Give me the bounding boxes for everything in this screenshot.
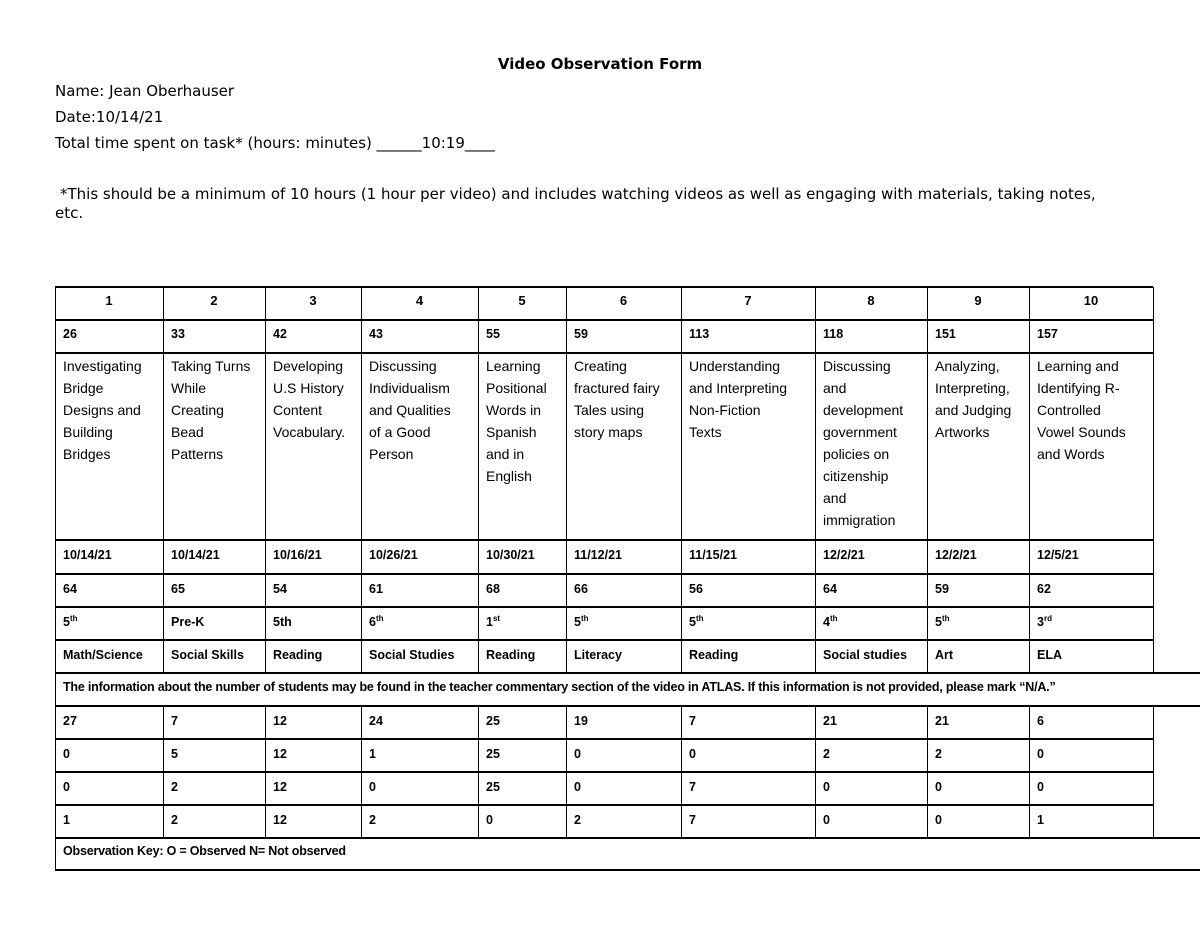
duration-cell: 59 (935, 582, 949, 596)
video-date-cell: 10/26/21 (369, 548, 418, 562)
grade-cell (1037, 611, 1149, 633)
table-rule (55, 804, 1153, 806)
student-count-cell: 0 (63, 780, 70, 794)
video-date-cell: 10/14/21 (171, 548, 220, 562)
duration-cell: 54 (273, 582, 287, 596)
video-title-line: Building (63, 424, 113, 440)
video-title-line: policies on (823, 446, 890, 462)
grade-text: 6 (369, 615, 376, 629)
video-title-line: Tales using (574, 402, 645, 418)
video-title-line: Interpreting, (935, 380, 1010, 396)
student-count-cell: 0 (486, 813, 493, 827)
video-title-line: Controlled (1037, 402, 1101, 418)
note-line-2: etc. (55, 204, 84, 222)
student-count-cell: 2 (171, 813, 178, 827)
video-title-line: government (823, 424, 897, 440)
table-rule (681, 706, 682, 838)
subject-cell: Social Studies (369, 648, 455, 662)
student-count-cell: 0 (63, 747, 70, 761)
video-title-line: Texts (689, 424, 722, 440)
form-title: Video Observation Form (497, 55, 703, 73)
video-title-line: of a Good (369, 424, 431, 440)
video-title-line: and (823, 490, 847, 506)
video-title-cell (273, 355, 357, 443)
video-title-line: Non-Fiction (689, 402, 761, 418)
video-id-cell: 26 (63, 327, 77, 341)
student-count-cell: 1 (1037, 813, 1044, 827)
table-rule (265, 706, 266, 838)
video-title-line: Vocabulary. (273, 424, 346, 440)
student-count-cell: 2 (823, 747, 830, 761)
table-rule (265, 287, 266, 673)
table-rule (55, 286, 1153, 288)
table-rule (55, 606, 1153, 608)
table-rule (361, 287, 362, 673)
video-title-line: Discussing (823, 358, 891, 374)
table-rule (815, 287, 816, 673)
students-info-note: The information about the number of students may be found in the teacher commentary section of the video in ATLAS. If this information is not provided, please mark “N/A.” (63, 680, 1056, 694)
grade-text: 1 (486, 615, 493, 629)
subject-cell: Reading (273, 648, 323, 662)
table-rule (55, 287, 56, 673)
video-id-cell: 55 (486, 327, 500, 341)
video-title-line: Learning (486, 358, 541, 374)
video-title-line: development (823, 402, 904, 418)
video-title-cell (689, 355, 811, 443)
video-number-cell: 3 (309, 293, 317, 308)
duration-cell: 62 (1037, 582, 1051, 596)
duration-cell: 66 (574, 582, 588, 596)
table-rule (55, 771, 1153, 773)
table-rule (1029, 706, 1030, 838)
video-title-line: and in (486, 446, 525, 462)
video-number-cell: 4 (415, 293, 424, 308)
video-title-line: Identifying R- (1037, 380, 1120, 396)
video-title-line: Investigating (63, 358, 142, 374)
student-count-cell: 1 (63, 813, 70, 827)
student-count-cell: 25 (486, 714, 500, 728)
grade-cell (369, 611, 474, 633)
grade-suffix: th (580, 613, 589, 623)
grade-text: 4 (823, 615, 830, 629)
video-title-cell (935, 355, 1025, 443)
student-count-cell: 12 (273, 813, 287, 827)
date-line: Date:10/14/21 (55, 108, 164, 126)
table-rule (1153, 706, 1154, 838)
student-count-cell: 12 (273, 747, 287, 761)
subject-cell: ELA (1037, 648, 1062, 662)
video-title-line: Vowel Sounds (1037, 424, 1126, 440)
grade-suffix: st (492, 613, 501, 623)
student-count-cell: 0 (574, 747, 581, 761)
table-rule (55, 673, 56, 706)
video-title-line: story maps (574, 424, 643, 440)
video-number-cell: 1 (105, 293, 113, 308)
video-title-line: Person (369, 446, 414, 462)
video-title-line: and Interpreting (689, 380, 788, 396)
student-count-cell: 1 (369, 747, 376, 761)
video-id-cell: 157 (1037, 327, 1058, 341)
table-rule (55, 706, 56, 838)
video-number-cell: 6 (619, 293, 628, 308)
student-count-cell: 2 (171, 780, 178, 794)
grade-suffix: rd (1043, 613, 1052, 623)
grade-cell (273, 611, 357, 633)
student-count-cell: 7 (689, 813, 696, 827)
video-id-cell: 113 (689, 327, 710, 341)
grade-cell (574, 611, 677, 633)
duration-cell: 65 (171, 582, 185, 596)
video-title-line: Bead (171, 424, 204, 440)
video-title-line: and Words (1037, 446, 1105, 462)
video-title-line: and (823, 380, 847, 396)
video-title-line: immigration (823, 512, 896, 528)
student-count-cell: 0 (689, 747, 696, 761)
student-count-cell: 2 (935, 747, 942, 761)
video-title-cell (574, 355, 677, 443)
student-count-cell: 6 (1037, 714, 1044, 728)
subject-cell: Social Skills (171, 648, 244, 662)
subject-cell: Math/Science (63, 648, 143, 662)
video-title-line: Understanding (689, 358, 781, 374)
grade-cell (935, 611, 1025, 633)
video-title-line: Spanish (486, 424, 537, 440)
table-rule (927, 706, 928, 838)
grade-text: 5 (574, 615, 581, 629)
video-title-cell (369, 355, 474, 465)
grade-cell (689, 611, 811, 633)
video-title-line: Taking Turns (171, 358, 251, 374)
grade-cell (171, 611, 261, 633)
student-count-cell: 0 (823, 780, 830, 794)
subject-cell: Social studies (823, 648, 908, 662)
observation-key: Observation Key: O = Observed N= Not observed (63, 844, 346, 858)
video-number-cell: 2 (210, 293, 218, 308)
video-date-cell: 12/2/21 (823, 548, 865, 562)
table-rule (1153, 287, 1154, 673)
video-number-cell: 9 (974, 293, 982, 308)
video-number-cell: 10 (1083, 293, 1099, 308)
video-title-cell (63, 355, 159, 465)
video-title-line: Analyzing, (935, 358, 1000, 374)
video-date-cell: 10/14/21 (63, 548, 112, 562)
table-rule (55, 573, 1153, 575)
grade-suffix: th (941, 613, 950, 623)
table-rule (55, 352, 1153, 354)
table-rule (163, 706, 164, 838)
student-count-cell: 21 (823, 714, 837, 728)
video-id-cell: 59 (574, 327, 588, 341)
student-count-cell: 0 (574, 780, 581, 794)
grade-text: 3 (1037, 615, 1044, 629)
grade-suffix: th (375, 613, 384, 623)
student-count-cell: 25 (486, 780, 500, 794)
table-rule (55, 539, 1153, 541)
video-id-cell: 118 (823, 327, 844, 341)
grade-text: Pre-K (171, 615, 205, 629)
student-count-cell: 5 (171, 747, 178, 761)
student-count-cell: 0 (1037, 747, 1044, 761)
video-title-line: Developing (273, 358, 344, 374)
duration-cell: 64 (823, 582, 837, 596)
table-rule (478, 706, 479, 838)
video-title-line: Patterns (171, 446, 224, 462)
student-count-cell: 12 (273, 714, 287, 728)
subject-cell: Literacy (574, 648, 622, 662)
video-title-cell (823, 355, 923, 531)
table-rule (55, 639, 1153, 641)
video-title-line: Words in (486, 402, 541, 418)
student-count-cell: 0 (823, 813, 830, 827)
video-title-line: Individualism (369, 380, 450, 396)
video-title-line: English (486, 468, 532, 484)
video-number-cell: 5 (518, 293, 526, 308)
video-title-line: citizenship (823, 468, 889, 484)
table-rule (163, 287, 164, 673)
table-rule (55, 738, 1153, 740)
table-rule (1029, 287, 1030, 673)
student-count-cell: 2 (574, 813, 581, 827)
video-title-line: Learning and (1037, 358, 1119, 374)
video-title-line: and Judging (935, 402, 1012, 418)
video-title-line: Creating (171, 402, 224, 418)
video-title-line: Artworks (935, 424, 990, 440)
table-rule (927, 287, 928, 673)
video-id-cell: 43 (369, 327, 383, 341)
video-number-cell: 7 (744, 293, 752, 308)
video-title-line: Content (273, 402, 323, 418)
grade-text: 5 (689, 615, 696, 629)
grade-cell (486, 611, 562, 633)
student-count-cell: 21 (935, 714, 949, 728)
video-title-cell (171, 355, 261, 465)
student-count-cell: 7 (689, 714, 696, 728)
table-rule (55, 319, 1153, 321)
grade-text: 5 (63, 615, 70, 629)
grade-cell (823, 611, 923, 633)
duration-cell: 68 (486, 582, 500, 596)
table-rule (815, 706, 816, 838)
grade-cell (63, 611, 159, 633)
student-count-cell: 0 (1037, 780, 1044, 794)
video-title-line: and Qualities (369, 402, 451, 418)
student-count-cell: 25 (486, 747, 500, 761)
video-date-cell: 11/12/21 (574, 548, 622, 562)
student-count-cell: 0 (369, 780, 376, 794)
student-count-cell: 19 (574, 714, 588, 728)
student-count-cell: 24 (369, 714, 383, 728)
grade-text: 5th (273, 615, 292, 629)
video-title-line: Designs and (63, 402, 141, 418)
name-line: Name: Jean Oberhauser (55, 82, 235, 100)
student-count-cell: 2 (369, 813, 376, 827)
subject-cell: Reading (689, 648, 739, 662)
grade-suffix: th (829, 613, 838, 623)
table-rule (566, 287, 567, 673)
student-count-cell: 12 (273, 780, 287, 794)
video-title-line: Bridge (63, 380, 104, 396)
video-title-line: Creating (574, 358, 627, 374)
subject-cell: Art (935, 648, 954, 662)
video-title-cell (486, 355, 562, 487)
video-id-cell: 151 (935, 327, 956, 341)
table-rule (681, 287, 682, 673)
grade-suffix: th (69, 613, 78, 623)
video-date-cell: 10/16/21 (273, 548, 322, 562)
time-spent-line: Total time spent on task* (hours: minutes) ______10:19____ (55, 134, 495, 152)
video-id-cell: 33 (171, 327, 185, 341)
note-line-1: *This should be a minimum of 10 hours (1 hour per video) and includes watching videos as well as engaging with materials, taking notes, (60, 185, 1096, 203)
table-rule (361, 706, 362, 838)
table-rule (55, 869, 1200, 871)
video-title-cell (1037, 355, 1149, 465)
video-title-line: Discussing (369, 358, 437, 374)
video-title-line: U.S History (273, 380, 344, 396)
table-rule (55, 838, 56, 870)
video-title-line: Positional (486, 380, 547, 396)
student-count-cell: 7 (171, 714, 178, 728)
video-title-line: While (171, 380, 207, 396)
duration-cell: 61 (369, 582, 383, 596)
video-number-cell: 8 (867, 293, 875, 308)
video-title-line: fractured fairy (574, 380, 660, 396)
video-date-cell: 11/15/21 (689, 548, 737, 562)
video-title-line: Bridges (63, 446, 111, 462)
grade-text: 5 (935, 615, 942, 629)
grade-suffix: th (695, 613, 704, 623)
table-rule (478, 287, 479, 673)
student-count-cell: 27 (63, 714, 77, 728)
subject-cell: Reading (486, 648, 536, 662)
table-rule (566, 706, 567, 838)
video-date-cell: 10/30/21 (486, 548, 535, 562)
video-id-cell: 42 (273, 327, 287, 341)
student-count-cell: 0 (935, 813, 942, 827)
student-count-cell: 7 (689, 780, 696, 794)
student-count-cell: 0 (935, 780, 942, 794)
video-date-cell: 12/2/21 (935, 548, 977, 562)
duration-cell: 64 (63, 582, 77, 596)
duration-cell: 56 (689, 582, 703, 596)
video-date-cell: 12/5/21 (1037, 548, 1079, 562)
